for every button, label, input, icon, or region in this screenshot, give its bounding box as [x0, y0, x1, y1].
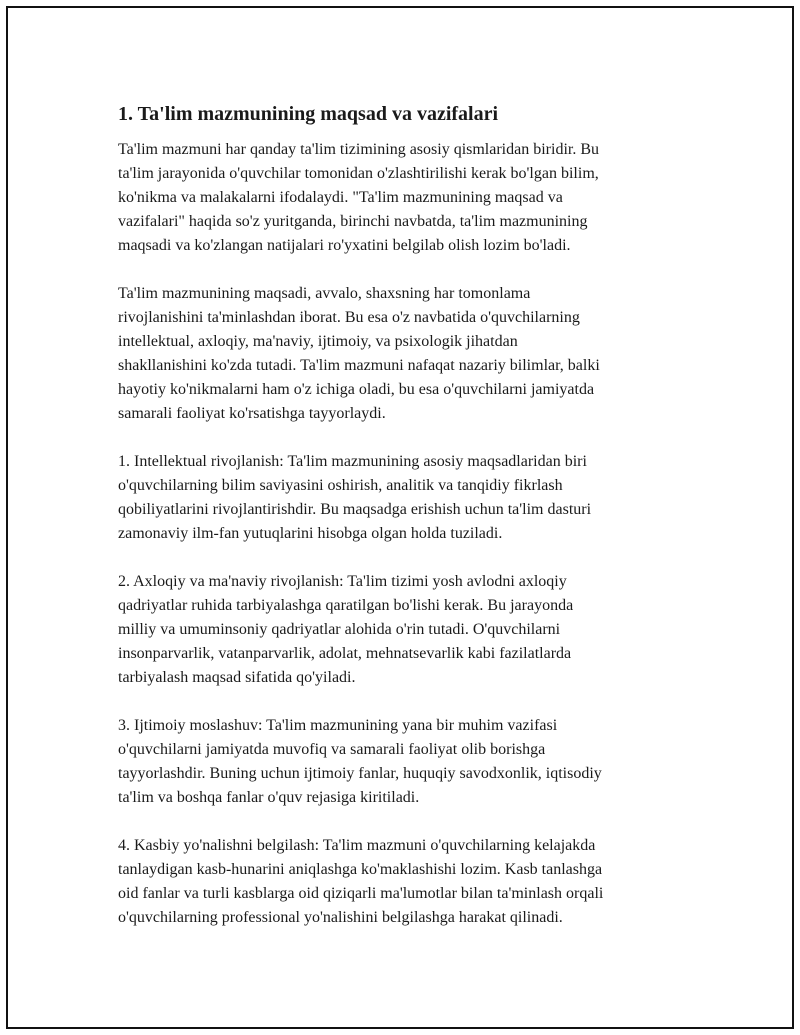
paragraph-intellectual: 1. Intellektual rivojlanish: Ta'lim mazmunining asosiy maqsadlaridan biri o'quvchilarning bilim saviyasini oshirish, analitik va tanqidiy fikrlash qobiliyatlarini rivojlantirishdir. Bu maqsadga erishish uchun ta'lim dasturi zamonaviy ilm-fan yutuqlarini hisobga olgan holda tuziladi.	[118, 453, 592, 542]
paragraph-social: 3. Ijtimoiy moslashuv: Ta'lim mazmunining yana bir muhim vazifasi o'quvchilarni jamiyatda muvofiq va samarali faoliyat olib borishga tayyorlashdir. Buning uchun ijtimoiy fanlar, huquqiy savodxonlik, iqtisodiy ta'lim va boshqa fanlar o'quv rejasiga kiritiladi.	[118, 717, 602, 806]
paragraph-moral: 2. Axloqiy va ma'naviy rivojlanish: Ta'lim tizimi yosh avlodni axloqiy qadriyatlar ruhida tarbiyalashga qaratilgan bo'lishi kerak. Bu jarayonda milliy va umuminsoniy qadriyatlar alohida o'rin tutadi. O'quvchilarni insonparvarlik, vatanparvarlik, adolat, mehnatsevarlik kabi fazilatlarda tarbiyalash maqsad sifatida qo'yiladi.	[118, 573, 574, 686]
paragraph-intro: Ta'lim mazmuni har qanday ta'lim tizimining asosiy qismlaridan biridir. Bu ta'lim jarayonida o'quvchilar tomonidan o'zlashtirilishi kerak bo'lgan bilim, ko'nikma va malakalarni ifodalaydi. "Ta'lim mazmunining maqsad va vazifalari" haqida so'z yuritganda, birinchi navbatda, ta'lim mazmunining maqsadi va ko'zlangan natijalari ro'yxatini belgilab olish lozim bo'ladi.	[118, 141, 600, 254]
document-body	[118, 100, 698, 954]
document-title: 1. Ta'lim mazmunining maqsad va vazifalari	[118, 103, 499, 125]
page-frame	[6, 6, 794, 1029]
paragraph-career: 4. Kasbiy yo'nalishni belgilash: Ta'lim mazmuni o'quvchilarning kelajakda tanlaydigan kasb-hunarini aniqlashga ko'maklashishi lozim. Kasb tanlashga oid fanlar va turli kasblarga oid qiziqarli ma'lumotlar bilan ta'minlash orqali o'quvchilarning professional yo'nalishini belgilashga harakat qilinadi.	[118, 837, 604, 926]
paragraph-goal: Ta'lim mazmunining maqsadi, avvalo, shaxsning har tomonlama rivojlanishini ta'minlashdan iborat. Bu esa o'z navbatida o'quvchilarning intellektual, axloqiy, ma'naviy, ijtimoiy, va psixologik jihatdan shakllanishini ko'zda tutadi. Ta'lim mazmuni nafaqat nazariy bilimlar, balki hayotiy ko'nikmalarni ham o'z ichiga oladi, bu esa o'quvchilarni jamiyatda samarali faoliyat ko'rsatishga tayyorlaydi.	[118, 285, 600, 422]
